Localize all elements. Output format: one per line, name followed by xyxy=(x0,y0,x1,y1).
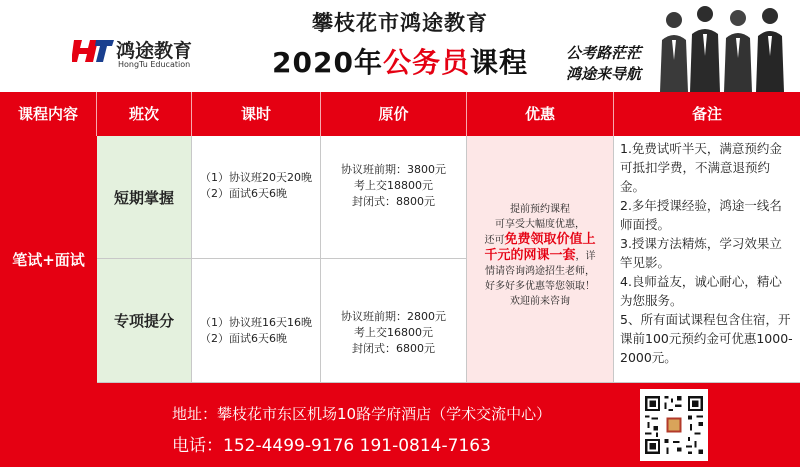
offer-line-5: 情请咨询鸿途招生老师， xyxy=(485,266,595,277)
offer-line-3 xyxy=(467,232,613,248)
header xyxy=(0,0,800,92)
note-2: 2.多年授课经验，鸿途一线名师面授。 xyxy=(620,198,782,232)
table-header-row xyxy=(0,92,800,136)
offer-line-2: 可享受大幅度优惠， xyxy=(495,219,585,230)
offer-line-4 xyxy=(467,248,613,264)
row-1-price xyxy=(321,136,467,259)
header-notes: 备注 xyxy=(691,105,722,123)
slogan-line-1: 公考路茫茫 xyxy=(566,44,642,62)
logo-subtitle: HongTu Education xyxy=(118,60,191,69)
note-5: 5、所有面试课程包含住宿，开课前100元预约金可优惠1000-2000元。 xyxy=(620,312,793,365)
row-2-price-line-2: 考上交16800元 xyxy=(354,326,433,339)
org-title: 攀枝花市鸿途教育 xyxy=(312,11,488,35)
business-people-image xyxy=(650,0,800,92)
offer-line-1: 提前预约课程 xyxy=(510,204,570,215)
table-body xyxy=(0,136,800,383)
row-2-hours-line-2: （2）面试6天6晚 xyxy=(200,332,287,345)
row-1-hours-line-2: （2）面试6天6晚 xyxy=(200,187,287,200)
header-price: 原价 xyxy=(321,92,467,136)
qr-code-icon[interactable] xyxy=(640,389,708,461)
slogan-line-2: 鸿途来导航 xyxy=(566,65,642,83)
address: 地址：攀枝花市东区机场10路学府酒店（学术交流中心） xyxy=(172,405,552,423)
row-2-price-line-1: 协议班前期：2800元 xyxy=(341,310,446,323)
row-2-hours-line-1: （1）协议班16天16晚 xyxy=(200,316,312,329)
row-1-price-line-3: 封闭式：8800元 xyxy=(352,195,435,208)
row-2-hours xyxy=(192,259,321,383)
course-table xyxy=(0,92,800,383)
header-course-content: 课程内容 xyxy=(0,92,97,136)
offer-cell xyxy=(467,136,614,383)
offer-course-highlight: 千元的网课一套 xyxy=(484,248,576,263)
title-rest: 课程 xyxy=(469,46,528,79)
logo-name: 鸿途教育 xyxy=(116,40,193,62)
row-1-price-line-2: 考上交18800元 xyxy=(354,179,433,192)
footer xyxy=(0,383,800,467)
row-1-course: 短期掌握 xyxy=(97,136,192,259)
offer-line-7: 欢迎前来咨询 xyxy=(510,296,570,307)
row-2-price xyxy=(321,259,467,383)
title-year: 2020年 xyxy=(272,46,383,79)
header-hours: 课时 xyxy=(192,92,321,136)
notes-cell xyxy=(614,136,800,383)
row-1-price-line-1: 协议班前期：3800元 xyxy=(341,163,446,176)
offer-line-3-pre: 还可 xyxy=(484,235,505,246)
row-1-hours xyxy=(192,136,321,259)
row-2-course: 专项提分 xyxy=(97,259,192,383)
row-1-hours-line-1: （1）协议班20天20晚 xyxy=(200,171,312,184)
offer-free-highlight: 免费领取价值上 xyxy=(504,232,596,247)
row-2-price-line-3: 封闭式：6800元 xyxy=(352,342,435,355)
slogan xyxy=(566,43,641,85)
offer-line-6: 好多好多优惠等您领取！ xyxy=(485,281,595,292)
phone-numbers: 电话：152-4499-9176 191-0814-7163 xyxy=(172,436,491,456)
header-offer: 优惠 xyxy=(467,92,614,136)
note-3: 3.授课方法精炼，学习效果立竿见影。 xyxy=(620,236,782,270)
offer-line-4-post: ，详 xyxy=(575,251,596,262)
header-class: 班次 xyxy=(97,92,192,136)
note-1: 1.免费试听半天，满意预约金可抵扣学费，不满意退预约金。 xyxy=(620,141,782,194)
title-highlight: 公务员 xyxy=(382,46,470,79)
category-cell: 笔试+面试 xyxy=(0,136,97,383)
note-4: 4.良师益友，诚心耐心，精心为您服务。 xyxy=(620,274,782,308)
